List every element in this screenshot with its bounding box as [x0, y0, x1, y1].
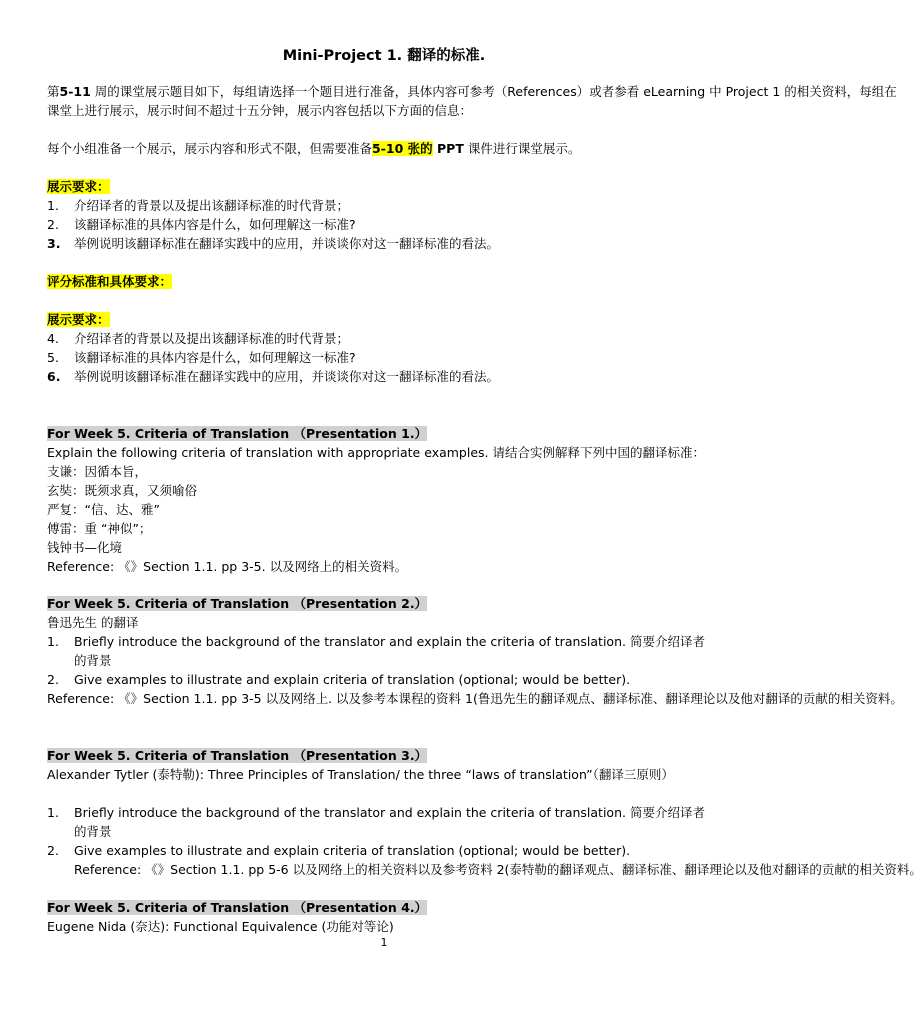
- list-item: Briefly introduce the background of the translator and explain the criteria of translation. 简要介绍译者: [74, 634, 705, 649]
- list-item: 介绍译者的背景以及提出该翻译标准的时代背景；: [74, 198, 350, 213]
- intro-text: 课件进行课堂展示。: [463, 141, 581, 156]
- list-item-number: 5.: [47, 350, 59, 365]
- presentation-1-line: 钱钟书—化境: [47, 540, 123, 555]
- list-item: Briefly introduce the background of the translator and explain the criteria of translation. 简要介绍译者: [74, 805, 705, 820]
- list-item-continuation: 的背景: [74, 824, 112, 839]
- presentation-1-line: Explain the following criteria of translation with appropriate examples. 请结合实例解释下列中国的翻译标准：: [47, 445, 705, 460]
- intro-weeks: 5-11: [59, 84, 91, 99]
- list-item: 该翻译标准的具体内容是什么，如何理解这一标准?: [74, 217, 356, 232]
- presentation-3-subtitle: Alexander Tytler (泰特勒): Three Principles of Translation/ the three “laws of translation”（翻译三原则）: [47, 767, 674, 782]
- list-item: 举例说明该翻译标准在翻译实践中的应用，并谈谈你对这一翻译标准的看法。: [74, 369, 500, 384]
- presentation-1-line: 支谦：因循本旨，: [47, 464, 148, 479]
- presentation-2-reference: Reference: 《》Section 1.1. pp 3-5 以及网络上. 以及参考本课程的资料 1(鲁迅先生的翻译观点、翻译标准、翻译理论以及他对翻译的贡献的相关资料。: [47, 691, 903, 706]
- intro-paragraph-line-1: [47, 83, 897, 101]
- section-label-requirements: 展示要求：: [47, 179, 110, 194]
- list-item-number: 6.: [47, 369, 61, 384]
- list-item: Give examples to illustrate and explain criteria of translation (optional; would be better).: [74, 843, 631, 858]
- presentation-1-line: 玄奘：既须求真，又须喻俗: [47, 483, 198, 498]
- intro-paragraph-2: [47, 140, 580, 158]
- list-item-continuation: 的背景: [74, 653, 112, 668]
- ppt-label: PPT: [432, 141, 464, 156]
- page-number: 1: [380, 936, 388, 949]
- list-item: Give examples to illustrate and explain criteria of translation (optional; would be better).: [74, 672, 631, 687]
- intro-paragraph-line-2: 课堂上进行展示，展示时间不超过十五分钟，展示内容包括以下方面的信息：: [47, 103, 473, 118]
- list-item-number: 1.: [47, 198, 59, 213]
- list-item: 该翻译标准的具体内容是什么，如何理解这一标准?: [74, 350, 356, 365]
- intro-text: 第: [47, 84, 60, 99]
- intro-text: 周的课堂展示题目如下，每组请选择一个题目进行准备，具体内容可参考（References）或者参看 eLearning 中 Project 1 的相关资料，每组在: [90, 84, 897, 99]
- list-item: 介绍译者的背景以及提出该翻译标准的时代背景；: [74, 331, 350, 346]
- presentation-1-reference: Reference: 《》Section 1.1. pp 3-5. 以及网络上的相关资料。: [47, 559, 408, 574]
- highlighted-slide-count: 5-10 张的: [372, 141, 433, 156]
- section-label-grading: 评分标准和具体要求：: [47, 274, 173, 289]
- presentation-1-line: 严复：“信、达、雅”: [47, 502, 160, 517]
- list-item-number: 1.: [47, 634, 59, 649]
- presentation-3-reference: Reference: 《》Section 1.1. pp 5-6 以及网络上的相关资料以及参考资料 2(泰特勒的翻译观点、翻译标准、翻译理论以及他对翻译的贡献的相关资料。: [74, 862, 922, 877]
- section-label-requirements-2: 展示要求：: [47, 312, 110, 327]
- presentation-4-subtitle: Eugene Nida (奈达): Functional Equivalence (功能对等论): [47, 919, 394, 934]
- list-item-number: 4.: [47, 331, 59, 346]
- presentation-1-line: 傅雷：重 “神似”；: [47, 521, 152, 536]
- list-item: 举例说明该翻译标准在翻译实践中的应用，并谈谈你对这一翻译标准的看法。: [74, 236, 500, 251]
- list-item-number: 1.: [47, 805, 59, 820]
- presentation-1-heading: For Week 5. Criteria of Translation （Presentation 1.）: [47, 426, 428, 441]
- list-item-number: 3.: [47, 236, 61, 251]
- list-item-number: 2.: [47, 672, 59, 687]
- presentation-4-heading: For Week 5. Criteria of Translation （Presentation 4.）: [47, 900, 428, 915]
- list-item-number: 2.: [47, 843, 59, 858]
- list-item-number: 2.: [47, 217, 59, 232]
- presentation-2-heading: For Week 5. Criteria of Translation （Presentation 2.）: [47, 596, 428, 611]
- page-title: Mini-Project 1. 翻译的标准.: [282, 48, 486, 64]
- presentation-3-heading: For Week 5. Criteria of Translation （Presentation 3.）: [47, 748, 428, 763]
- intro-text: 每个小组准备一个展示，展示内容和形式不限，但需要准备: [47, 141, 373, 156]
- presentation-2-subtitle: 鲁迅先生 的翻译: [47, 615, 139, 630]
